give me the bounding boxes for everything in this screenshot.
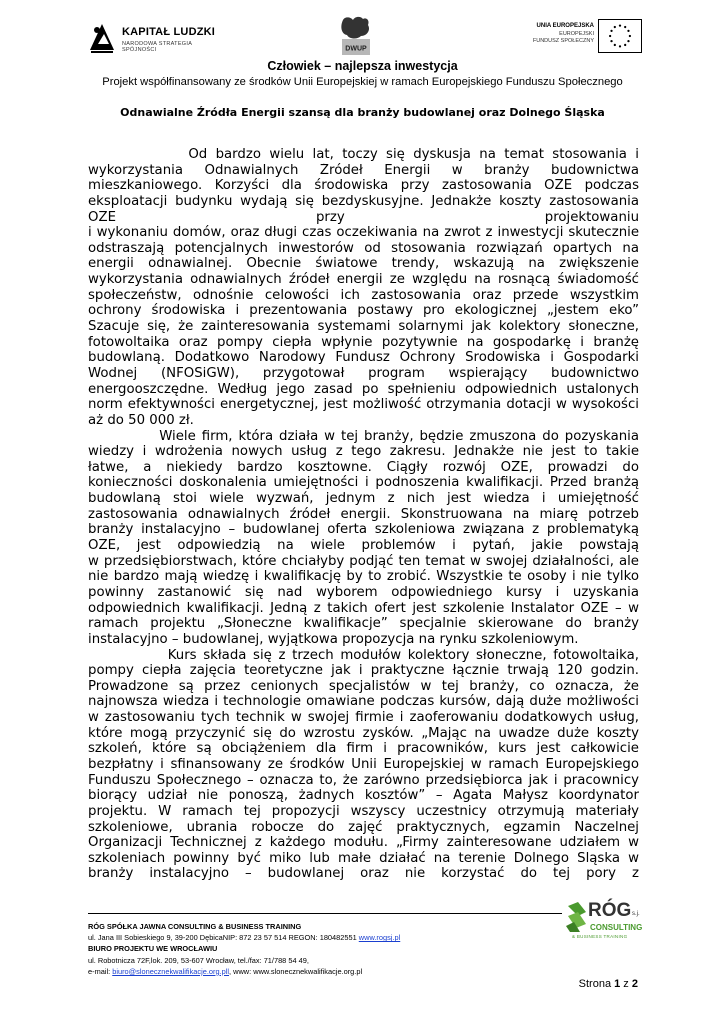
body-line: biorący udział nie ponoszą, żadnych kosztów” – Agata Małysz koordynator: [88, 788, 639, 804]
kapital-ludzki-logo: [88, 20, 220, 56]
page-separator: z: [620, 978, 632, 990]
body-line: bezpłatny i sfinansowany ze środków Unii Europejskiej w ramach Europejskiego: [88, 756, 639, 772]
article-body: [88, 147, 639, 882]
body-line: powinny zastanowić się nad wyborem odpowiedniego kursy i uzyskania: [88, 584, 639, 600]
document-title: Odnawialne Źródła Energii szansą dla branży budowlanej oraz Dolnego Śląska: [120, 106, 605, 119]
rog-logo-consulting: CONSULTING: [590, 923, 643, 932]
page-total: 2: [631, 978, 638, 990]
eu-efs-logo: [522, 19, 642, 53]
body-line: które mogą przyczynić się do wzrostu zysków. „Mając na uwadze duże koszty: [88, 725, 639, 741]
eu-flag-icon: [598, 19, 642, 53]
body-line: wykorzystania odnawialnych źródeł energii ze względu na rosnącą świadomość: [88, 272, 639, 288]
body-line: ramach projektu „Słoneczne kwalifikacje” specjalnie skierowane do branży: [88, 616, 639, 632]
body-line: OZE przy projektowaniu: [88, 209, 639, 225]
body-line: aż do 50 000 zł.: [88, 412, 194, 428]
body-line: budowlaną stoi wiele wyzwań, jednym z nich jest wiedza i umiejętność: [88, 491, 639, 507]
header-slogan: Człowiek – najlepsza inwestycja: [267, 59, 458, 73]
body-line: OZE, jest odpowiedzią na wiele problemów i pytań, jakie powstają: [88, 538, 639, 554]
footer-address: [88, 932, 568, 943]
body-line: Organizacji Technicznej z każdego modułu. „Firmy zainteresowane udziałem w: [88, 835, 639, 851]
body-line: energooszczędne. Według jego zasad po spełnieniu odpowiednich ustalonych: [88, 381, 639, 397]
body-line: odstraszają potencjalnych inwestorów od stosowania rozwiązań opartych na: [88, 240, 639, 256]
page-label: Strona: [578, 978, 615, 990]
body-line: Wiele firm, która działa w tej branży, będzie zmuszona do pozyskania: [88, 428, 639, 444]
page-current: 1: [614, 978, 621, 990]
page-number: [579, 978, 638, 990]
kapital-ludzki-emblem-icon: [88, 20, 116, 54]
body-line: energii odnawialnej. Obecnie światowe trendy, wskazują na zwiększenie: [88, 256, 639, 272]
rog-logo-training: & BUSINESS TRAINING: [572, 934, 628, 939]
footer-divider: [88, 913, 562, 914]
footer-email-link[interactable]: biuro@slonecznekwalifikacje.org.pll: [112, 966, 230, 976]
body-line: odpowiednich kwalifikacji. Jedną z takich ofert jest szkolenie Instalator OZE – w: [88, 600, 639, 616]
body-line: branży instalacyjno – budowlanej oferta szkoleniowa związana z problematyką: [88, 522, 639, 538]
body-line: mieszkaniowego. Korzyści dla środowiska przy zastosowania OZE podczas: [88, 178, 639, 194]
body-line: Kurs składa się z trzech modułów kolektory słoneczne, fotowoltaika,: [88, 647, 639, 663]
body-line: konieczności doskonalenia umiejętności i podnoszenia kwalifikacji. Przed branżą: [88, 475, 639, 491]
footer-office-heading: BIURO PROJEKTU WE WROCŁAWIU: [88, 944, 218, 954]
body-line: szkoleniowe, ubrania robocze do zajęć praktycznych, egzamin Naczelnej: [88, 819, 639, 835]
rog-leaf-icon: [566, 902, 588, 932]
footer-email-label: e-mail:: [88, 966, 113, 976]
body-line: w przedsiębiorstwach, które chciałyby podjąć ten temat w swojej działalności, ale: [88, 553, 639, 569]
eu-logo-sub-line2: FUNDUSZ SPOŁECZNY: [532, 38, 594, 44]
footer-contact: [88, 966, 568, 977]
body-line: i wykonaniu domów, oraz długi czas oczekiwania na zwrot z inwestycji skutecznie: [88, 225, 639, 241]
body-line: najnowsza wiedza i technologie omawiane podczas kursów, dają duże możliwości: [88, 694, 639, 710]
dwup-logo-text: DWUP: [345, 45, 367, 53]
footer-website-link[interactable]: www.rogsj.pl: [358, 933, 401, 943]
body-line: łatwe, a niekiedy bardzo kosztowne. Ciągły rozwój OZE, prowadzi do: [88, 459, 639, 475]
footer-company: RÓG SPÓŁKA JAWNA CONSULTING & BUSINESS TRAINING: [88, 922, 302, 931]
dwup-logo: [339, 14, 373, 56]
body-line: budowlaną. Dodatkowo Narodowy Fundusz Ochrony Środowiska i Gospodarki: [88, 350, 639, 366]
rog-logo-sj: s.j.: [632, 911, 640, 917]
header-funding-note: Projekt współfinansowany ze środków Unii Europejskiej w ramach Europejskiego Funduszu Społecznego: [102, 76, 623, 88]
kapital-ludzki-logo-name: KAPITAŁ LUDZKI: [122, 26, 216, 38]
body-line: Od bardzo wielu lat, toczy się dyskusja na temat stosowania i: [88, 147, 639, 162]
body-line: instalacyjno – budowlanej, wyjątkowa propozycja na rynku szkoleniowym.: [88, 631, 579, 647]
body-line: wykorzystania Odnawialnych Źródeł Energii w branży budownictwa: [88, 162, 639, 178]
body-line: fotowoltaika oraz pompy ciepła wpłynie pozytywnie na gospodarkę i branżę: [88, 334, 639, 350]
body-line: eksploatacji budynku wydają się bezdyskusyjne. Jednakże koszty zastosowania: [88, 193, 639, 209]
body-line: szkoleniach powinny być miko lub małe działać na terenie Dolnego Śląska w: [88, 850, 639, 866]
body-line: zastosowania odnawialnych źródeł energii. Skonstruowana na miarę potrzeb: [88, 506, 639, 522]
rog-logo-name: RÓG: [588, 900, 632, 921]
body-line: Szacuje się, że zainteresowania systemami solarnymi jak kolektory słoneczne,: [88, 319, 639, 335]
footer-address-text: ul. Jana III Sobieskiego 9, 39-200 DębicaNIP: 872 23 57 514 REGON: 180482551: [88, 933, 359, 943]
body-line: norm efektywności energetycznej, jest możliwość otrzymania dotacji w wysokości: [88, 397, 639, 413]
body-line: wiedzy i wdrożenia nowych usług z tego zakresu. Jednakże nie jest to takie: [88, 444, 639, 460]
footer-website2: , www: www.slonecznekwalifikacje.org.pl: [229, 966, 363, 976]
body-line: Wodnej (NFOŚiGW), przygotował program wspierający budownictwo: [88, 365, 639, 381]
body-line: pompy ciepła zajęcia teoretyczne jak i praktyczne łącznie trwają 120 godzin.: [88, 663, 639, 679]
body-line: społeczeństw, odnośnie celowości ich zastosowania oraz przede wszystkim: [88, 287, 639, 303]
body-line: Prowadzone są przez cenionych specjalistów w tej branży, co oznacza, że: [88, 678, 639, 694]
eu-logo-title: UNIA EUROPEJSKA: [536, 23, 594, 29]
body-line: szkoleń, które są obciążeniem dla firm i pracowników, kurs jest całkowicie: [88, 741, 639, 757]
rog-logo: [566, 900, 646, 944]
body-line: branży instalacyjno – budowlanej oraz nie korzystać do tej pory z: [88, 866, 639, 882]
eu-logo-sub-line1: EUROPEJSKI: [559, 31, 594, 37]
body-line: projektu. W ramach tej propozycji wszyscy uczestnicy otrzymują materiały: [88, 803, 639, 819]
body-line: w zastosowaniu tych technik w swojej firmie i zaoferowaniu dodatkowych usług,: [88, 710, 639, 726]
footer-office-address: ul. Robotnicza 72F,lok. 209, 53-607 Wrocław, tel./fax: 71/788 54 49,: [88, 955, 309, 965]
eu-logo-sub: [533, 31, 594, 45]
body-line: Funduszu Społecznego – oznacza to, że zarówno przedsiębiorca jak i pracownicy: [88, 772, 639, 788]
body-line: ochrony środowiska i prezentowania postawy pro ekologicznej „jestem eko”: [88, 303, 639, 319]
kapital-ludzki-logo-sub: NARODOWA STRATEGIA SPÓJNOŚCI: [122, 41, 192, 53]
body-line: nie bardzo mają wiedzę i kwalifikację by to zrobić. Wszystkie te osoby i nie tylko: [88, 569, 639, 585]
footer: [88, 921, 568, 977]
